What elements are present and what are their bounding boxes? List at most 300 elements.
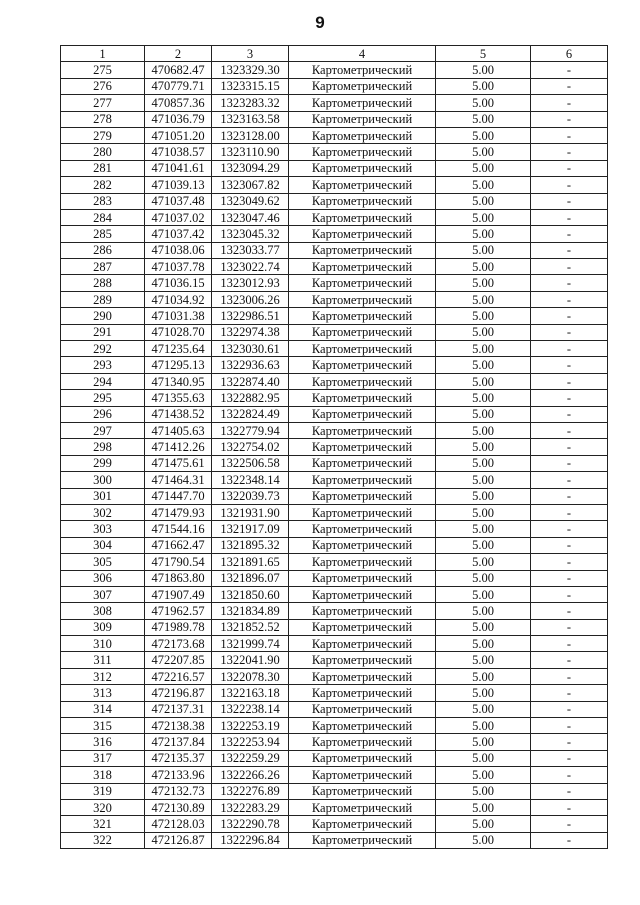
table-row: [61, 78, 608, 94]
x-coordinate-cell: 470779.71: [145, 78, 212, 94]
table-row: [61, 275, 608, 291]
table-row: [61, 537, 608, 553]
table-row: [61, 750, 608, 766]
accuracy-cell: 5.00: [436, 636, 531, 652]
x-coordinate-cell: 472126.87: [145, 832, 212, 848]
table-row: [61, 242, 608, 258]
note-cell: -: [531, 62, 608, 78]
note-cell: -: [531, 554, 608, 570]
table-row: [61, 62, 608, 78]
y-coordinate-cell: 1322290.78: [212, 816, 289, 832]
method-cell: Картометрический: [289, 832, 436, 848]
table-row: [61, 668, 608, 684]
y-coordinate-cell: 1323022.74: [212, 259, 289, 275]
method-cell: Картометрический: [289, 390, 436, 406]
x-coordinate-cell: 472132.73: [145, 783, 212, 799]
column-header-4: 4: [289, 46, 436, 62]
point-number-cell: 320: [61, 799, 145, 815]
method-cell: Картометрический: [289, 308, 436, 324]
accuracy-cell: 5.00: [436, 193, 531, 209]
point-number-cell: 279: [61, 127, 145, 143]
y-coordinate-cell: 1321850.60: [212, 586, 289, 602]
x-coordinate-cell: 472130.89: [145, 799, 212, 815]
x-coordinate-cell: 471028.70: [145, 324, 212, 340]
method-cell: Картометрический: [289, 472, 436, 488]
column-header-2: 2: [145, 46, 212, 62]
table-row: [61, 472, 608, 488]
method-cell: Картометрический: [289, 783, 436, 799]
x-coordinate-cell: 472133.96: [145, 767, 212, 783]
point-number-cell: 315: [61, 718, 145, 734]
accuracy-cell: 5.00: [436, 422, 531, 438]
y-coordinate-cell: 1323329.30: [212, 62, 289, 78]
point-number-cell: 282: [61, 177, 145, 193]
method-cell: Картометрический: [289, 521, 436, 537]
accuracy-cell: 5.00: [436, 668, 531, 684]
x-coordinate-cell: 471438.52: [145, 406, 212, 422]
accuracy-cell: 5.00: [436, 783, 531, 799]
method-cell: Картометрический: [289, 373, 436, 389]
accuracy-cell: 5.00: [436, 439, 531, 455]
point-number-cell: 295: [61, 390, 145, 406]
point-number-cell: 289: [61, 291, 145, 307]
table-row: [61, 570, 608, 586]
note-cell: -: [531, 259, 608, 275]
table-row: [61, 603, 608, 619]
note-cell: -: [531, 767, 608, 783]
table-row: [61, 652, 608, 668]
table-row: [61, 193, 608, 209]
x-coordinate-cell: 470682.47: [145, 62, 212, 78]
x-coordinate-cell: 471031.38: [145, 308, 212, 324]
accuracy-cell: 5.00: [436, 242, 531, 258]
note-cell: -: [531, 832, 608, 848]
table-row: [61, 308, 608, 324]
column-header-5: 5: [436, 46, 531, 62]
y-coordinate-cell: 1322779.94: [212, 422, 289, 438]
accuracy-cell: 5.00: [436, 718, 531, 734]
accuracy-cell: 5.00: [436, 95, 531, 111]
point-number-cell: 306: [61, 570, 145, 586]
note-cell: -: [531, 455, 608, 471]
y-coordinate-cell: 1321917.09: [212, 521, 289, 537]
point-number-cell: 308: [61, 603, 145, 619]
x-coordinate-cell: 471051.20: [145, 127, 212, 143]
note-cell: -: [531, 144, 608, 160]
y-coordinate-cell: 1322283.29: [212, 799, 289, 815]
accuracy-cell: 5.00: [436, 816, 531, 832]
point-number-cell: 294: [61, 373, 145, 389]
point-number-cell: 298: [61, 439, 145, 455]
point-number-cell: 307: [61, 586, 145, 602]
table-row: [61, 521, 608, 537]
table-row: [61, 685, 608, 701]
accuracy-cell: 5.00: [436, 537, 531, 553]
accuracy-cell: 5.00: [436, 554, 531, 570]
y-coordinate-cell: 1322874.40: [212, 373, 289, 389]
accuracy-cell: 5.00: [436, 586, 531, 602]
table-row: [61, 390, 608, 406]
y-coordinate-cell: 1322238.14: [212, 701, 289, 717]
x-coordinate-cell: 471340.95: [145, 373, 212, 389]
point-number-cell: 321: [61, 816, 145, 832]
table-row: [61, 783, 608, 799]
x-coordinate-cell: 471863.80: [145, 570, 212, 586]
point-number-cell: 313: [61, 685, 145, 701]
method-cell: Картометрический: [289, 799, 436, 815]
y-coordinate-cell: 1322266.26: [212, 767, 289, 783]
column-header-6: 6: [531, 46, 608, 62]
accuracy-cell: 5.00: [436, 341, 531, 357]
table-row: [61, 127, 608, 143]
method-cell: Картометрический: [289, 193, 436, 209]
method-cell: Картометрический: [289, 242, 436, 258]
method-cell: Картометрический: [289, 701, 436, 717]
point-number-cell: 302: [61, 504, 145, 520]
point-number-cell: 299: [61, 455, 145, 471]
method-cell: Картометрический: [289, 439, 436, 455]
table-row: [61, 554, 608, 570]
table-row: [61, 341, 608, 357]
note-cell: -: [531, 750, 608, 766]
note-cell: -: [531, 341, 608, 357]
column-header-3: 3: [212, 46, 289, 62]
point-number-cell: 275: [61, 62, 145, 78]
point-number-cell: 301: [61, 488, 145, 504]
table-row: [61, 111, 608, 127]
accuracy-cell: 5.00: [436, 521, 531, 537]
x-coordinate-cell: 471479.93: [145, 504, 212, 520]
y-coordinate-cell: 1323006.26: [212, 291, 289, 307]
table-row: [61, 160, 608, 176]
y-coordinate-cell: 1322078.30: [212, 668, 289, 684]
accuracy-cell: 5.00: [436, 799, 531, 815]
table-row: [61, 406, 608, 422]
x-coordinate-cell: 472138.38: [145, 718, 212, 734]
method-cell: Картометрический: [289, 603, 436, 619]
method-cell: Картометрический: [289, 127, 436, 143]
y-coordinate-cell: 1322506.58: [212, 455, 289, 471]
y-coordinate-cell: 1322041.90: [212, 652, 289, 668]
note-cell: -: [531, 275, 608, 291]
accuracy-cell: 5.00: [436, 324, 531, 340]
note-cell: -: [531, 242, 608, 258]
note-cell: -: [531, 209, 608, 225]
y-coordinate-cell: 1322276.89: [212, 783, 289, 799]
note-cell: -: [531, 799, 608, 815]
point-number-cell: 291: [61, 324, 145, 340]
table-row: [61, 832, 608, 848]
note-cell: -: [531, 734, 608, 750]
point-number-cell: 286: [61, 242, 145, 258]
table-row: [61, 144, 608, 160]
accuracy-cell: 5.00: [436, 177, 531, 193]
accuracy-cell: 5.00: [436, 750, 531, 766]
y-coordinate-cell: 1323067.82: [212, 177, 289, 193]
x-coordinate-cell: 471235.64: [145, 341, 212, 357]
method-cell: Картометрический: [289, 422, 436, 438]
y-coordinate-cell: 1322824.49: [212, 406, 289, 422]
coordinates-table: [60, 45, 608, 849]
table-row: [61, 701, 608, 717]
method-cell: Картометрический: [289, 95, 436, 111]
method-cell: Картометрический: [289, 685, 436, 701]
note-cell: -: [531, 357, 608, 373]
accuracy-cell: 5.00: [436, 603, 531, 619]
point-number-cell: 318: [61, 767, 145, 783]
table-row: [61, 636, 608, 652]
method-cell: Картометрический: [289, 275, 436, 291]
note-cell: -: [531, 521, 608, 537]
method-cell: Картометрический: [289, 570, 436, 586]
method-cell: Картометрический: [289, 62, 436, 78]
point-number-cell: 278: [61, 111, 145, 127]
table-row: [61, 439, 608, 455]
note-cell: -: [531, 324, 608, 340]
accuracy-cell: 5.00: [436, 144, 531, 160]
accuracy-cell: 5.00: [436, 291, 531, 307]
point-number-cell: 281: [61, 160, 145, 176]
table-row: [61, 767, 608, 783]
accuracy-cell: 5.00: [436, 406, 531, 422]
x-coordinate-cell: 472207.85: [145, 652, 212, 668]
y-coordinate-cell: 1322296.84: [212, 832, 289, 848]
x-coordinate-cell: 471475.61: [145, 455, 212, 471]
note-cell: -: [531, 308, 608, 324]
y-coordinate-cell: 1323047.46: [212, 209, 289, 225]
point-number-cell: 311: [61, 652, 145, 668]
point-number-cell: 312: [61, 668, 145, 684]
note-cell: -: [531, 373, 608, 389]
y-coordinate-cell: 1322754.02: [212, 439, 289, 455]
method-cell: Картометрический: [289, 586, 436, 602]
y-coordinate-cell: 1323030.61: [212, 341, 289, 357]
note-cell: -: [531, 406, 608, 422]
y-coordinate-cell: 1321895.32: [212, 537, 289, 553]
note-cell: -: [531, 390, 608, 406]
point-number-cell: 277: [61, 95, 145, 111]
method-cell: Картометрический: [289, 259, 436, 275]
point-number-cell: 316: [61, 734, 145, 750]
accuracy-cell: 5.00: [436, 259, 531, 275]
method-cell: Картометрический: [289, 734, 436, 750]
y-coordinate-cell: 1322259.29: [212, 750, 289, 766]
note-cell: -: [531, 160, 608, 176]
method-cell: Картометрический: [289, 488, 436, 504]
table-row: [61, 177, 608, 193]
y-coordinate-cell: 1323012.93: [212, 275, 289, 291]
point-number-cell: 290: [61, 308, 145, 324]
x-coordinate-cell: 471039.13: [145, 177, 212, 193]
table-row: [61, 259, 608, 275]
method-cell: Картометрический: [289, 144, 436, 160]
note-cell: -: [531, 586, 608, 602]
note-cell: -: [531, 127, 608, 143]
x-coordinate-cell: 472216.57: [145, 668, 212, 684]
point-number-cell: 309: [61, 619, 145, 635]
note-cell: -: [531, 537, 608, 553]
x-coordinate-cell: 471544.16: [145, 521, 212, 537]
x-coordinate-cell: 471037.78: [145, 259, 212, 275]
point-number-cell: 317: [61, 750, 145, 766]
note-cell: -: [531, 439, 608, 455]
y-coordinate-cell: 1323163.58: [212, 111, 289, 127]
table-row: [61, 799, 608, 815]
y-coordinate-cell: 1323033.77: [212, 242, 289, 258]
method-cell: Картометрический: [289, 160, 436, 176]
note-cell: -: [531, 816, 608, 832]
method-cell: Картометрический: [289, 226, 436, 242]
accuracy-cell: 5.00: [436, 373, 531, 389]
point-number-cell: 303: [61, 521, 145, 537]
accuracy-cell: 5.00: [436, 226, 531, 242]
table-row: [61, 586, 608, 602]
method-cell: Картометрический: [289, 209, 436, 225]
y-coordinate-cell: 1322936.63: [212, 357, 289, 373]
method-cell: Картометрический: [289, 537, 436, 553]
point-number-cell: 284: [61, 209, 145, 225]
note-cell: -: [531, 78, 608, 94]
point-number-cell: 310: [61, 636, 145, 652]
note-cell: -: [531, 619, 608, 635]
x-coordinate-cell: 472137.31: [145, 701, 212, 717]
table-row: [61, 488, 608, 504]
note-cell: -: [531, 488, 608, 504]
x-coordinate-cell: 471405.63: [145, 422, 212, 438]
x-coordinate-cell: 471662.47: [145, 537, 212, 553]
x-coordinate-cell: 471295.13: [145, 357, 212, 373]
x-coordinate-cell: 471989.78: [145, 619, 212, 635]
accuracy-cell: 5.00: [436, 652, 531, 668]
accuracy-cell: 5.00: [436, 78, 531, 94]
accuracy-cell: 5.00: [436, 488, 531, 504]
x-coordinate-cell: 471036.79: [145, 111, 212, 127]
point-number-cell: 319: [61, 783, 145, 799]
accuracy-cell: 5.00: [436, 455, 531, 471]
y-coordinate-cell: 1322039.73: [212, 488, 289, 504]
x-coordinate-cell: 471034.92: [145, 291, 212, 307]
method-cell: Картометрический: [289, 652, 436, 668]
method-cell: Картометрический: [289, 341, 436, 357]
x-coordinate-cell: 471037.42: [145, 226, 212, 242]
table-row: [61, 209, 608, 225]
note-cell: -: [531, 226, 608, 242]
point-number-cell: 276: [61, 78, 145, 94]
table-row: [61, 373, 608, 389]
accuracy-cell: 5.00: [436, 160, 531, 176]
note-cell: -: [531, 603, 608, 619]
note-cell: -: [531, 718, 608, 734]
point-number-cell: 283: [61, 193, 145, 209]
note-cell: -: [531, 193, 608, 209]
x-coordinate-cell: 471036.15: [145, 275, 212, 291]
x-coordinate-cell: 472173.68: [145, 636, 212, 652]
x-coordinate-cell: 471907.49: [145, 586, 212, 602]
point-number-cell: 305: [61, 554, 145, 570]
method-cell: Картометрический: [289, 816, 436, 832]
x-coordinate-cell: 472135.37: [145, 750, 212, 766]
y-coordinate-cell: 1322348.14: [212, 472, 289, 488]
point-number-cell: 280: [61, 144, 145, 160]
method-cell: Картометрический: [289, 357, 436, 373]
note-cell: -: [531, 636, 608, 652]
accuracy-cell: 5.00: [436, 357, 531, 373]
point-number-cell: 292: [61, 341, 145, 357]
point-number-cell: 314: [61, 701, 145, 717]
y-coordinate-cell: 1323315.15: [212, 78, 289, 94]
table-row: [61, 357, 608, 373]
x-coordinate-cell: 471038.06: [145, 242, 212, 258]
x-coordinate-cell: 472128.03: [145, 816, 212, 832]
accuracy-cell: 5.00: [436, 390, 531, 406]
note-cell: -: [531, 652, 608, 668]
table-row: [61, 95, 608, 111]
x-coordinate-cell: 470857.36: [145, 95, 212, 111]
method-cell: Картометрический: [289, 324, 436, 340]
accuracy-cell: 5.00: [436, 127, 531, 143]
y-coordinate-cell: 1322974.38: [212, 324, 289, 340]
y-coordinate-cell: 1321931.90: [212, 504, 289, 520]
table-row: [61, 455, 608, 471]
method-cell: Картометрический: [289, 750, 436, 766]
accuracy-cell: 5.00: [436, 504, 531, 520]
accuracy-cell: 5.00: [436, 701, 531, 717]
method-cell: Картометрический: [289, 636, 436, 652]
table-row: [61, 619, 608, 635]
y-coordinate-cell: 1323283.32: [212, 95, 289, 111]
method-cell: Картометрический: [289, 504, 436, 520]
note-cell: -: [531, 685, 608, 701]
table-row: [61, 422, 608, 438]
accuracy-cell: 5.00: [436, 685, 531, 701]
note-cell: -: [531, 291, 608, 307]
table-row: [61, 718, 608, 734]
accuracy-cell: 5.00: [436, 308, 531, 324]
x-coordinate-cell: 471790.54: [145, 554, 212, 570]
note-cell: -: [531, 783, 608, 799]
method-cell: Картометрический: [289, 78, 436, 94]
method-cell: Картометрический: [289, 554, 436, 570]
x-coordinate-cell: 472137.84: [145, 734, 212, 750]
x-coordinate-cell: 471041.61: [145, 160, 212, 176]
y-coordinate-cell: 1322882.95: [212, 390, 289, 406]
method-cell: Картометрический: [289, 291, 436, 307]
accuracy-cell: 5.00: [436, 275, 531, 291]
method-cell: Картометрический: [289, 177, 436, 193]
point-number-cell: 287: [61, 259, 145, 275]
column-header-1: 1: [61, 46, 145, 62]
note-cell: -: [531, 668, 608, 684]
y-coordinate-cell: 1323045.32: [212, 226, 289, 242]
y-coordinate-cell: 1322163.18: [212, 685, 289, 701]
x-coordinate-cell: 471355.63: [145, 390, 212, 406]
table-row: [61, 504, 608, 520]
page-number: 9: [315, 13, 325, 32]
note-cell: -: [531, 111, 608, 127]
accuracy-cell: 5.00: [436, 832, 531, 848]
note-cell: -: [531, 422, 608, 438]
x-coordinate-cell: 471464.31: [145, 472, 212, 488]
accuracy-cell: 5.00: [436, 619, 531, 635]
y-coordinate-cell: 1323094.29: [212, 160, 289, 176]
accuracy-cell: 5.00: [436, 570, 531, 586]
point-number-cell: 296: [61, 406, 145, 422]
y-coordinate-cell: 1321852.52: [212, 619, 289, 635]
note-cell: -: [531, 472, 608, 488]
x-coordinate-cell: 471038.57: [145, 144, 212, 160]
y-coordinate-cell: 1322253.94: [212, 734, 289, 750]
point-number-cell: 322: [61, 832, 145, 848]
